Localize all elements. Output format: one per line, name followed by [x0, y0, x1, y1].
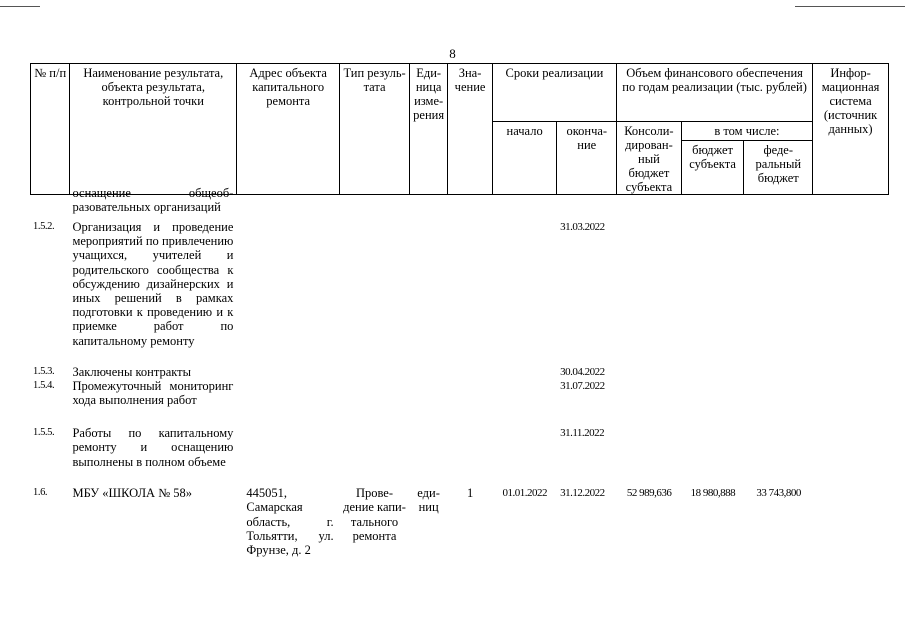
row-info: [813, 484, 889, 560]
row-start: [492, 424, 557, 484]
row-value: [448, 217, 493, 365]
row-federal: [744, 217, 813, 365]
row-name: Работы по капитальному ремонту и оснащению выполнены в полном объеме: [72, 426, 234, 469]
row-end: 31.12.2022: [560, 487, 605, 500]
row-unit: [409, 424, 447, 484]
row-type: [340, 186, 410, 217]
row-name: Организация и проведение мероприятий по привлечению учащихся, учителей и родительского сообщества к обсуждению дизайнерских и иных решений в рамках подготовки к проведению и к приемке работ по капитальному ремонту: [72, 220, 234, 348]
row-subject: [682, 424, 745, 484]
row-end: 31.07.2022: [560, 380, 605, 393]
row-federal: [744, 424, 813, 484]
row-consolidated: [617, 186, 682, 217]
header-start: начало: [492, 122, 557, 195]
header-value: Зна-чение: [448, 64, 492, 195]
row-consolidated: [617, 365, 682, 379]
row-address: [236, 424, 339, 484]
table-row: [30, 217, 889, 365]
header-federal-budget: феде-ральный бюджет: [744, 140, 813, 194]
row-address: [236, 217, 339, 365]
row-unit: [409, 379, 447, 424]
row-unit: [409, 365, 447, 379]
table-row: [30, 365, 889, 379]
row-type: [340, 379, 410, 424]
table-row: [30, 379, 889, 424]
row-address: [236, 365, 339, 379]
header-including: в том числе:: [681, 122, 812, 141]
row-info: [813, 365, 889, 379]
row-address: 445051, Самарская область, г. Тольятти, ул. Фрунзе, д. 2: [246, 486, 334, 558]
row-name: Промежуточный мониторинг хода выполнения работ: [72, 379, 234, 408]
row-num: [30, 186, 69, 217]
row-subject: 18 980,888: [690, 487, 736, 500]
row-unit: [409, 217, 447, 365]
row-end: [557, 186, 617, 217]
row-start: [492, 186, 557, 217]
row-type: [340, 365, 410, 379]
row-federal: [744, 365, 813, 379]
row-consolidated: [617, 379, 682, 424]
header-finance: Объем финансового обеспечения по годам реализации (тыс. рублей): [617, 64, 813, 122]
table-row: [30, 484, 889, 560]
row-info: [813, 217, 889, 365]
row-start: [492, 379, 557, 424]
row-start: [492, 365, 557, 379]
header-subject-budget: бюджет субъекта: [681, 140, 744, 194]
row-unit: [409, 186, 447, 217]
row-value: [448, 365, 493, 379]
row-subject: [682, 186, 745, 217]
row-subject: [682, 379, 745, 424]
row-info: [813, 424, 889, 484]
row-address: [236, 379, 339, 424]
header-address: Адрес объекта капитального ремонта: [237, 64, 340, 195]
header-terms: Сроки реализации: [492, 64, 616, 122]
row-value: [448, 186, 493, 217]
scan-edge-right: [795, 6, 905, 7]
row-num: 1.5.4.: [33, 380, 55, 392]
row-num: 1.5.2.: [33, 221, 55, 232]
row-type: [340, 424, 410, 484]
header-name: Наименование результата, объекта результата, контрольной точки: [70, 64, 237, 195]
row-type: [340, 217, 410, 365]
row-subject: [682, 217, 745, 365]
row-value: [448, 424, 493, 484]
row-address: [236, 186, 339, 217]
header-info: Инфор-мационная система (источник данных): [813, 64, 889, 195]
header-type: Тип резуль-тата: [340, 64, 410, 195]
scan-edge-left: [0, 6, 40, 7]
row-federal: [744, 186, 813, 217]
header-consolidated: Консоли-дирован-ный бюджет субъекта: [617, 122, 682, 195]
page-number: 8: [449, 46, 456, 61]
row-info: [813, 186, 889, 217]
header-unit: Еди-ница изме-рения: [409, 64, 447, 195]
row-unit: еди-ниц: [417, 486, 440, 515]
table-body: [30, 186, 889, 560]
row-name: оснащение общеоб-разовательных организаций: [72, 186, 234, 215]
row-num: 1.5.5.: [33, 427, 55, 439]
row-end: 31.11.2022: [560, 427, 605, 440]
header-end: оконча-ние: [557, 122, 617, 195]
row-type: Прове-дение капи-тального ремонта: [343, 486, 406, 543]
row-start: [492, 217, 557, 365]
header-num: № п/п: [31, 64, 70, 195]
row-end: 30.04.2022: [560, 366, 605, 378]
row-consolidated: [617, 424, 682, 484]
row-start: 01.01.2022: [502, 487, 547, 500]
table-row: [30, 186, 889, 217]
row-num: 1.5.3.: [33, 366, 55, 377]
row-name: МБУ «ШКОЛА № 58»: [72, 486, 193, 501]
row-federal: [744, 379, 813, 424]
row-federal: 33 743,800: [756, 487, 801, 500]
table-row: [30, 424, 889, 484]
row-info: [813, 379, 889, 424]
row-end: 31.03.2022: [560, 221, 605, 233]
row-value: 1: [466, 486, 474, 501]
row-name: Заключены контракты: [72, 365, 192, 379]
row-consolidated: 52 989,636: [626, 487, 672, 500]
table-header: [30, 63, 889, 195]
row-value: [448, 379, 493, 424]
row-subject: [682, 365, 745, 379]
row-consolidated: [617, 217, 682, 365]
row-num: 1.6.: [33, 487, 48, 499]
